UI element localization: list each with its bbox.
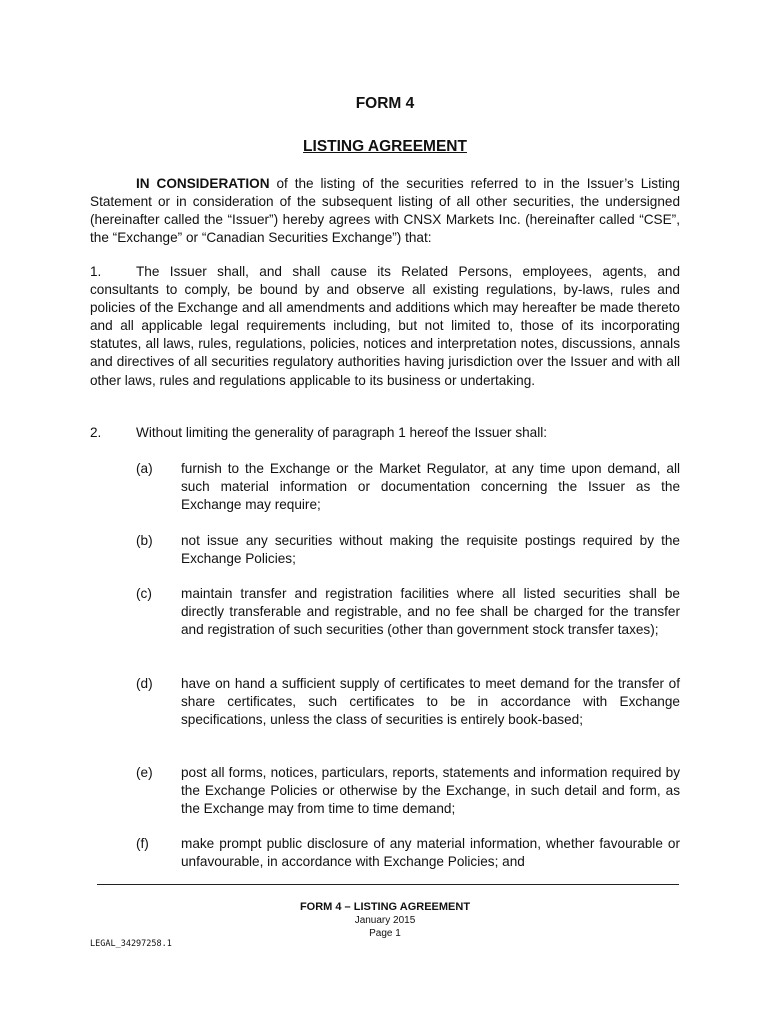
paragraph-2-text: Without limiting the generality of paragraph 1 hereof the Issuer shall: xyxy=(136,425,548,440)
list-item-c xyxy=(136,585,680,639)
footer-divider xyxy=(97,884,679,885)
intro-paragraph xyxy=(90,175,680,247)
list-item-label: (a) xyxy=(136,461,153,476)
legal-document-id: LEGAL_34297258.1 xyxy=(90,939,172,949)
list-item-f xyxy=(136,835,680,871)
intro-bold-lead: IN CONSIDERATION xyxy=(136,176,270,191)
list-item-label: (b) xyxy=(136,533,153,548)
list-item-a xyxy=(136,460,680,514)
footer-date: January 2015 xyxy=(354,915,416,926)
paragraph-1 xyxy=(90,263,680,390)
list-item-text: have on hand a sufficient supply of certificates to meet demand for the transfer of share certificates, such certificates to be in accordance with Exchange specifications, unless the class of securities is entirely book-based; xyxy=(181,676,680,728)
form-number-heading: FORM 4 xyxy=(355,95,415,112)
footer-page-number: Page 1 xyxy=(369,928,401,939)
list-item-text: make prompt public disclosure of any material information, whether favourable or unfavourable, in accordance with Exchange Policies; and xyxy=(181,836,680,870)
footer-title: FORM 4 – LISTING AGREEMENT xyxy=(299,901,471,913)
list-item-text: post all forms, notices, particulars, reports, statements and information required by the Exchange Policies or otherwise by the Exchange, in such detail and form, as the Exchange may from time to time demand; xyxy=(181,765,680,817)
list-item-text: not issue any securities without making the requisite postings required by the Exchange Policies; xyxy=(181,533,680,567)
list-item-e xyxy=(136,764,680,818)
list-item-text: furnish to the Exchange or the Market Regulator, at any time upon demand, all such material information or documentation concerning the Issuer as the Exchange may require; xyxy=(181,461,680,513)
paragraph-1-text: The Issuer shall, and shall cause its Related Persons, employees, agents, and consultants to comply, be bound by and observe all existing regulations, by-laws, rules and policies of the Exchange and all amendments and additions which may hereafter be made thereto and all applicable legal requirements including, but not limited to, those of its incorporating statutes, all laws, rules, regulations, policies, notices and interpretation notes, discussions, annals and directives of all securities regulatory authorities having jurisdiction over the Issuer and with all other laws, rules and regulations applicable to its business or undertaking. xyxy=(90,264,680,388)
paragraph-2-number: 2. xyxy=(90,425,102,440)
list-item-label: (f) xyxy=(136,836,149,851)
document-title: LISTING AGREEMENT xyxy=(303,138,467,155)
list-item-label: (e) xyxy=(136,765,153,780)
list-item-b xyxy=(136,532,680,568)
paragraph-1-number: 1. xyxy=(90,264,102,279)
intro-text: of the listing of the securities referred to in the Issuer’s Listing Statement or in consideration of the subsequent listing of all other securities, the undersigned (hereinafter called the “Issuer”) hereby agrees with CNSX Markets Inc. (hereinafter called “CSE”, the “Exchange” or “Canadian Securities Exchange”) that: xyxy=(90,176,680,246)
list-item-text: maintain transfer and registration facilities where all listed securities shall be directly transferable and registrable, and no fee shall be charged for the transfer and registration of such securities (other than government stock transfer taxes); xyxy=(181,586,680,638)
list-item-label: (d) xyxy=(136,676,153,691)
list-item-d xyxy=(136,675,680,729)
paragraph-2 xyxy=(90,424,680,442)
list-item-label: (c) xyxy=(136,586,152,601)
